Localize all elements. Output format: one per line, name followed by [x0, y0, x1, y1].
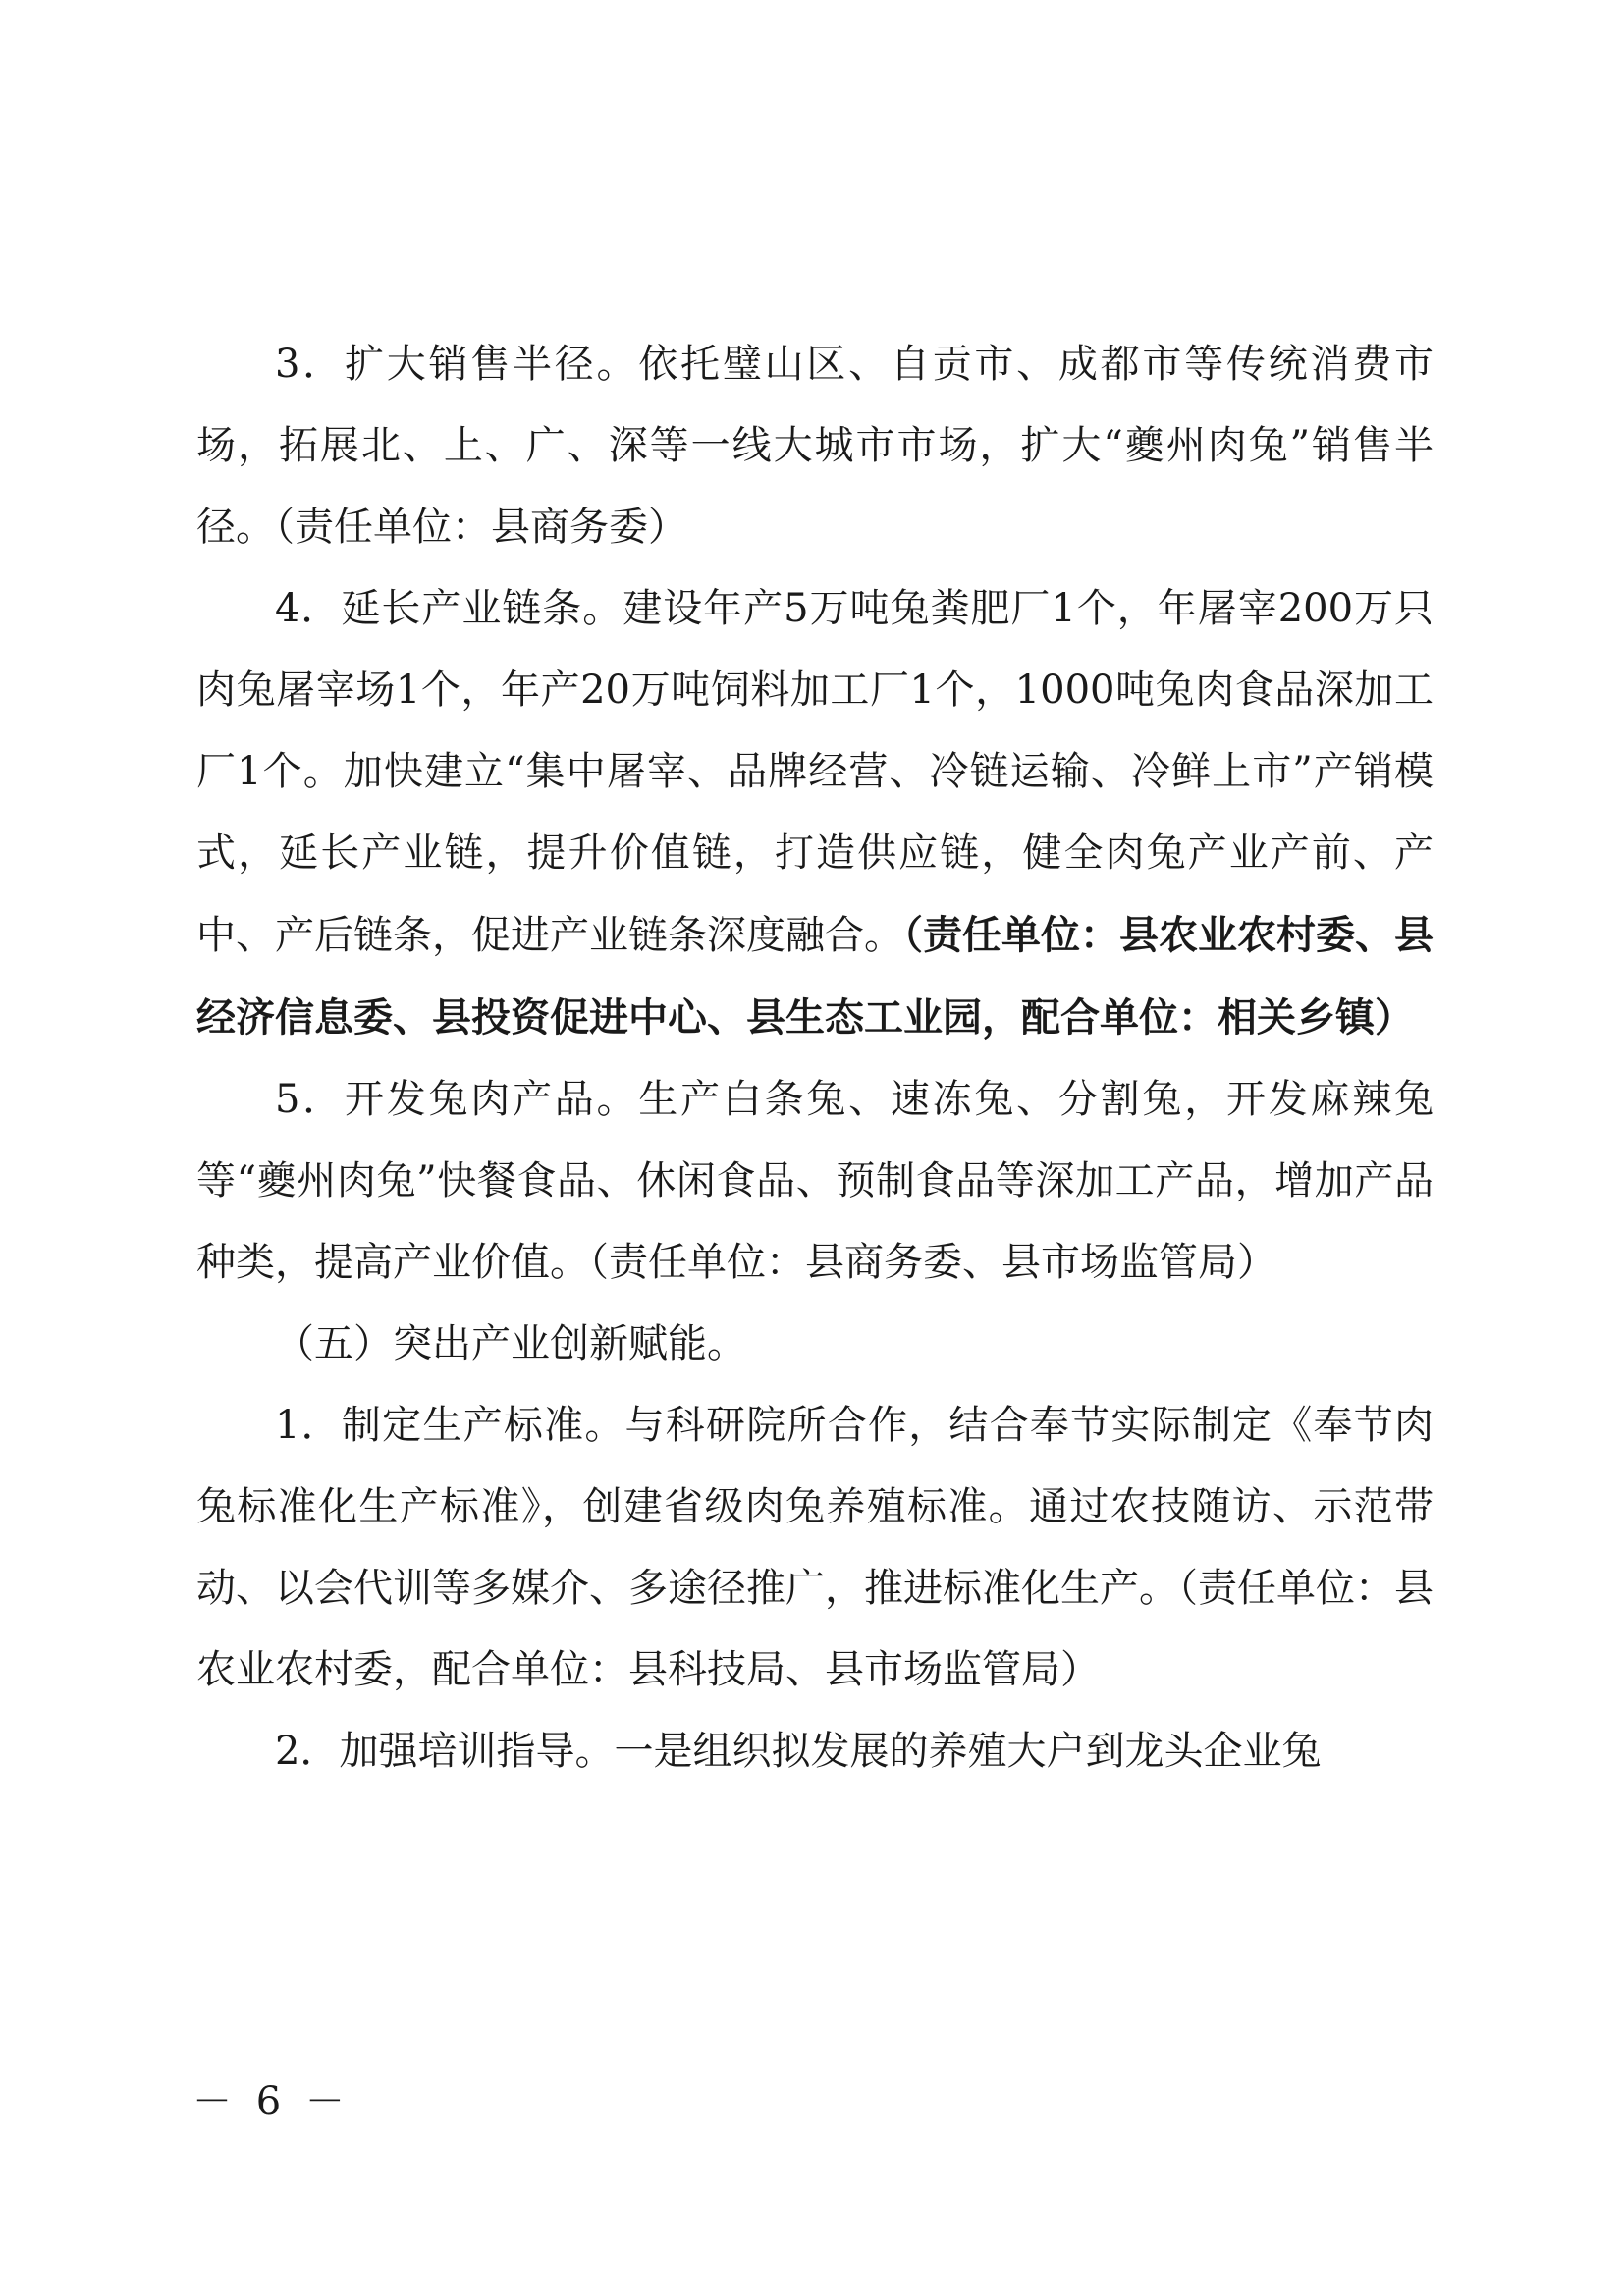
- responsibility-note: （责任单位：县农业农村委，配合单位：县科技局、县市场监管局）: [196, 1566, 1434, 1692]
- paragraph-text: 2．加强培训指导。一是组织拟发展的养殖大户到龙头企业兔: [275, 1729, 1322, 1774]
- paragraph-text: 4．延长产业链条。建设年产5万吨兔粪肥厂1个，年屠宰200万只肉兔屠宰场1个，年产20万吨饲料加工厂1个，1000吨兔肉食品深加工厂1个。加快建立“集中屠宰、品牌经营、冷链运输、冷鲜上市”产销模式，延长产业链，提升价值链，打造供应链，健全肉兔产业产前、产中、产后链条，促进产业链条深度融合。: [196, 586, 1434, 958]
- paragraph-text: 1．制定生产标准。与科研院所合作，结合奉节实际制定《奉节肉兔标准化生产标准》，创建省级肉兔养殖标准。通过农技随访、示范带动、以会代训等多媒介、多途径推广，推进标准化生产。: [196, 1403, 1434, 1611]
- paragraph-expand-sales: [196, 324, 1434, 568]
- body-text: [196, 324, 1434, 1792]
- paragraph-training: [196, 1711, 1434, 1792]
- responsibility-note: （责任单位：县农业农村委、县经济信息委、县投资促进中心、县生态工业园，配合单位：相关乡镇）: [196, 912, 1434, 1041]
- page-number: － 6 －: [192, 2079, 351, 2124]
- section-heading: [196, 1304, 1434, 1385]
- paragraph-production-standards: [196, 1385, 1434, 1711]
- paragraph-develop-products: [196, 1059, 1434, 1304]
- responsibility-note: （责任单位：县商务委）: [275, 505, 687, 550]
- responsibility-note: （责任单位：县商务委、县市场监管局）: [589, 1240, 1276, 1285]
- paragraph-extend-chain: [196, 568, 1434, 1059]
- section-heading-text: （五）突出产业创新赋能。: [275, 1321, 746, 1366]
- paragraph-text: 5．开发兔肉产品。生产白条兔、速冻兔、分割兔，开发麻辣兔等“夔州肉兔”快餐食品、休闲食品、预制食品等深加工产品，增加产品种类，提高产业价值。: [196, 1077, 1434, 1285]
- paragraph-text: 3．扩大销售半径。依托璧山区、自贡市、成都市等传统消费市场，拓展北、上、广、深等一线大城市市场，扩大“夔州肉兔”销售半径。: [196, 342, 1434, 550]
